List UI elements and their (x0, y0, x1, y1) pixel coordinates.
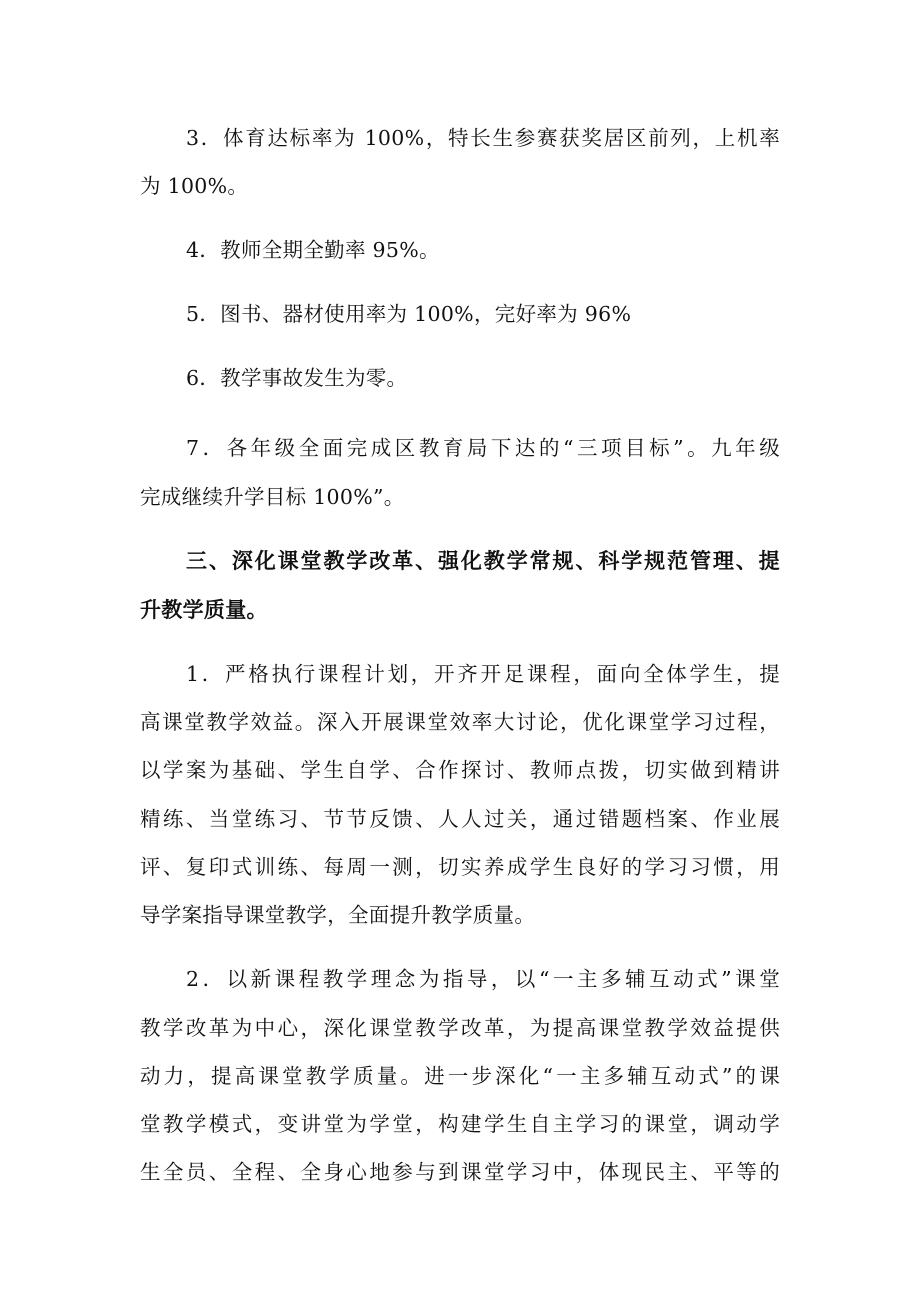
paragraph-7-line-2: 完成继续升学目标 100%”。 (140, 485, 405, 509)
paragraph-6: 6．教学事故发生为零。 (186, 366, 408, 390)
item-2-line-2: 教学改革为中心，深化课堂教学改革，为提高课堂教学效益提供 (140, 1016, 780, 1040)
item-2-line-4: 堂教学模式，变讲堂为学堂，构建学生自主学习的课堂，调动学 (140, 1112, 780, 1136)
item-1-line-6: 导学案指导课堂教学，全面提升教学质量。 (140, 903, 536, 927)
item-2-line-5: 生全员、全程、全身心地参与到课堂学习中，体现民主、平等的 (140, 1160, 780, 1184)
section-heading-line-1: 三、深化课堂教学改革、强化教学常规、科学规范管理、提 (186, 548, 780, 573)
item-1-line-2: 高课堂教学效益。深入开展课堂效率大讨论，优化课堂学习过程， (140, 710, 780, 734)
item-1-line-5: 评、复印式训练、每周一测，切实养成学生良好的学习习惯，用 (140, 855, 780, 879)
item-2-line-3: 动力，提高课堂教学质量。进一步深化“一主多辅互动式”的课 (140, 1064, 780, 1088)
paragraph-5: 5．图书、器材使用率为 100%，完好率为 96% (186, 302, 632, 326)
item-2-line-1: 2．以新课程教学理念为指导，以“一主多辅互动式”课堂 (186, 967, 780, 991)
item-1-line-1: 1．严格执行课程计划，开齐开足课程，面向全体学生，提 (186, 662, 780, 686)
paragraph-7-line-1: 7．各年级全面完成区教育局下达的“三项目标”。九年级 (186, 436, 780, 460)
paragraph-3-line-2: 为 100%。 (140, 174, 249, 198)
section-heading-line-2: 升教学质量。 (140, 597, 268, 622)
paragraph-4: 4．教师全期全勤率 95%。 (186, 238, 440, 262)
item-1-line-3: 以学案为基础、学生自学、合作探讨、教师点拨，切实做到精讲 (140, 758, 780, 782)
paragraph-3-line-1: 3．体育达标率为 100%，特长生参赛获奖居区前列，上机率 (186, 126, 780, 150)
item-1-line-4: 精练、当堂练习、节节反馈、人人过关，通过错题档案、作业展 (140, 807, 780, 831)
